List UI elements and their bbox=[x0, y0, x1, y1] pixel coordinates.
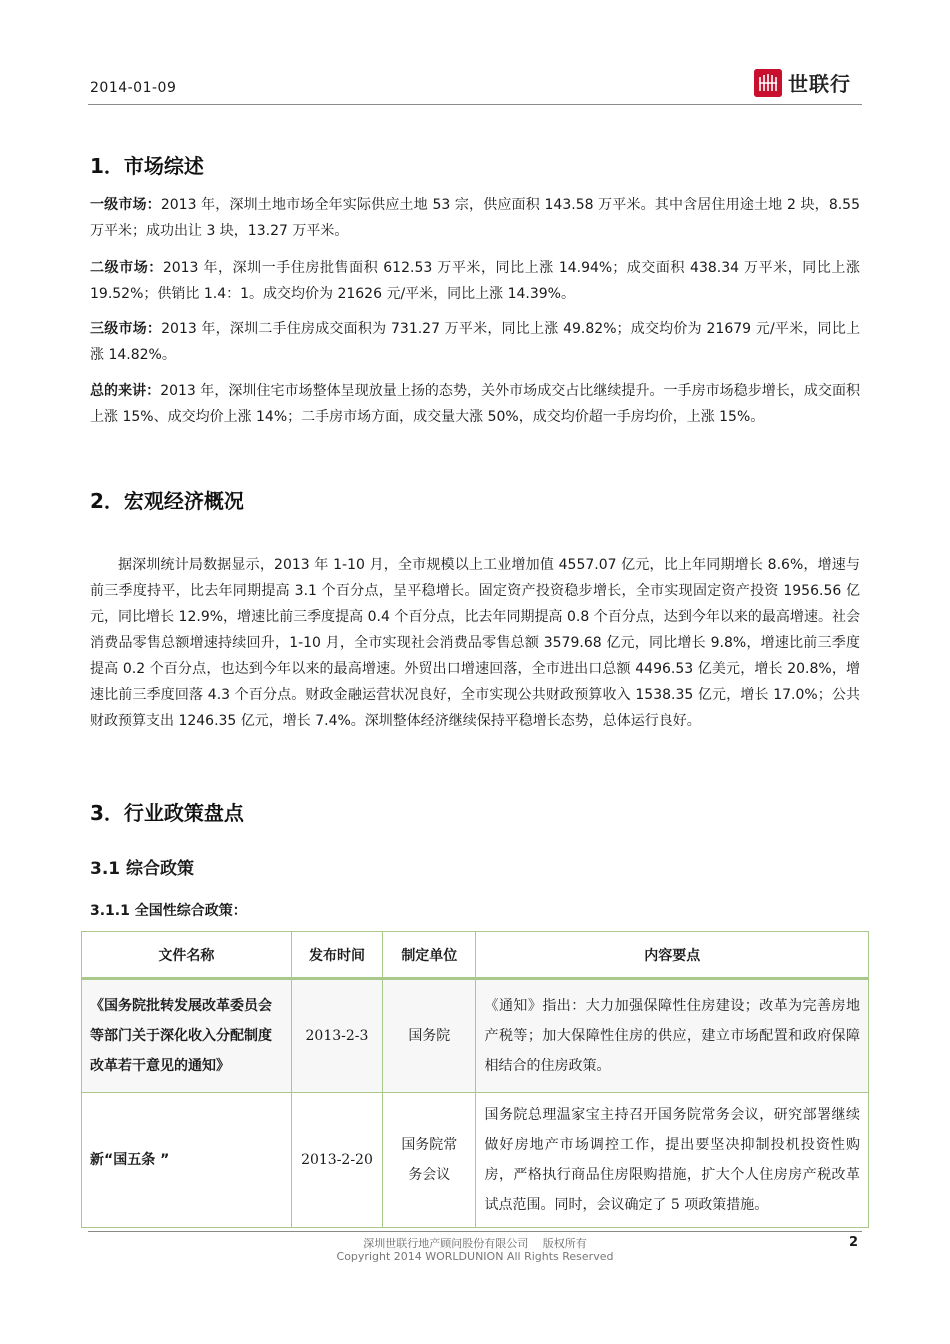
column-header: 制定单位 bbox=[383, 932, 476, 979]
column-header: 文件名称 bbox=[82, 932, 292, 979]
summary-label: 总的来讲： bbox=[90, 383, 161, 399]
section-3-1-1-title: 3.1.1 全国性综合政策： bbox=[90, 903, 247, 919]
table-row bbox=[82, 1093, 869, 1228]
paragraph-secondary-market bbox=[90, 255, 860, 307]
key-points-cell: 国务院总理温家宝主持召开国务院常务会议，研究部署继续做好房地产市场调控工作，提出要坚决抑制投机投资性购房，严格执行商品住房限购措施，扩大个人住房房产税改革试点范围。同时，会议确定了 5 项政策措施。 bbox=[476, 1093, 869, 1228]
publish-date-cell: 2013-2-3 bbox=[291, 979, 382, 1093]
header-divider bbox=[88, 104, 862, 105]
tertiary-market-text: 2013 年，深圳二手住房成交面积为 731.27 万平米，同比上涨 49.82%；成交均价为 21679 元/平米，同比上涨 14.82%。 bbox=[90, 321, 861, 363]
footer-company: 深圳世联行地产顾问股份有限公司 版权所有 bbox=[363, 1237, 587, 1250]
section-1-title: 1．市场综述 bbox=[90, 154, 204, 178]
worldunion-logo-icon bbox=[754, 69, 782, 97]
paragraph-summary bbox=[90, 378, 860, 430]
summary-text: 2013 年，深圳住宅市场整体呈现放量上扬的态势，关外市场成交占比继续提升。一手房市场稳步增长，成交面积上涨 15%、成交均价上涨 14%；二手房市场方面，成交量大涨 50%，成交均价超一手房均价，上涨 15%。 bbox=[90, 383, 861, 425]
column-header: 内容要点 bbox=[476, 932, 869, 979]
section-3-1-title: 3.1 综合政策 bbox=[90, 859, 195, 879]
table-row bbox=[82, 979, 869, 1093]
issuer-cell: 国务院常务会议 bbox=[383, 1093, 476, 1228]
paragraph-primary-market bbox=[90, 192, 860, 244]
primary-market-text: 2013 年，深圳土地市场全年实际供应土地 53 宗，供应面积 143.58 万平米。其中含居住用途土地 2 块，8.55 万平米；成功出让 3 块，13.27 万平米。 bbox=[90, 197, 860, 239]
key-points-cell: 《通知》指出：大力加强保障性住房建设；改革为完善房地产税等；加大保障性住房的供应，建立市场配置和政府保障相结合的住房政策。 bbox=[476, 979, 869, 1093]
page-number: 2 bbox=[848, 1235, 858, 1250]
header-date: 2014-01-09 bbox=[90, 80, 177, 96]
section-3-title: 3．行业政策盘点 bbox=[90, 801, 244, 825]
policy-table bbox=[81, 931, 869, 1228]
footer-divider bbox=[88, 1231, 862, 1232]
document-name-cell: 《国务院批转发展改革委员会等部门关于深化收入分配制度改革若干意见的通知》 bbox=[82, 979, 292, 1093]
publish-date-cell: 2013-2-20 bbox=[291, 1093, 382, 1228]
secondary-market-text: 2013 年，深圳一手住房批售面积 612.53 万平米，同比上涨 14.94%；成交面积 438.34 万平米，同比上涨 19.52%；供销比 1.4：1。成交均价为 21626 元/平米，同比上涨 14.39%。 bbox=[90, 260, 860, 302]
primary-market-label: 一级市场： bbox=[90, 197, 161, 213]
table-header-row bbox=[82, 932, 869, 979]
document-name-cell: 新“国五条 ” bbox=[82, 1093, 292, 1228]
section-2-title: 2．宏观经济概况 bbox=[90, 489, 244, 513]
paragraph-tertiary-market bbox=[90, 316, 860, 368]
company-logo bbox=[754, 68, 851, 97]
logo-text: 世联行 bbox=[788, 72, 851, 96]
issuer-cell: 国务院 bbox=[383, 979, 476, 1093]
paragraph-macro-economy: 据深圳统计局数据显示，2013 年 1-10 月，全市规模以上工业增加值 4557.07 亿元，比上年同期增长 8.6%，增速与前三季度持平，比去年同期提高 3.1 个百分点，呈平稳增长。固定资产投资稳步增长，全市实现固定资产投资 1956.56 亿元，同比增长 12.9%，增速比前三季度提高 0.4 个百分点，比去年同期提高 0.8 个百分点，达到今年以来的最高增速。社会消费品零售总额增速持续回升，1-10 月，全市实现社会消费品零售总额 3579.68 亿元，同比增长 9.8%，增速比前三季度提高 0.2 个百分点，也达到今年以来的最高增速。外贸出口增速回落，全市进出口总额 4496.53 亿美元，增长 20.8%，增速比前三季度回落 4.3 个百分点。财政金融运营状况良好，全市实现公共财政预算收入 1538.35 亿元，增长 17.0%；公共财政预算支出 1246.35 亿元，增长 7.4%。深圳整体经济继续保持平稳增长态势，总体运行良好。 bbox=[90, 557, 860, 729]
secondary-market-label: 二级市场： bbox=[90, 260, 163, 276]
tertiary-market-label: 三级市场： bbox=[90, 321, 162, 337]
footer-copyright: Copyright 2014 WORLDUNION All Rights Reserved bbox=[336, 1250, 614, 1263]
column-header: 发布时间 bbox=[291, 932, 382, 979]
